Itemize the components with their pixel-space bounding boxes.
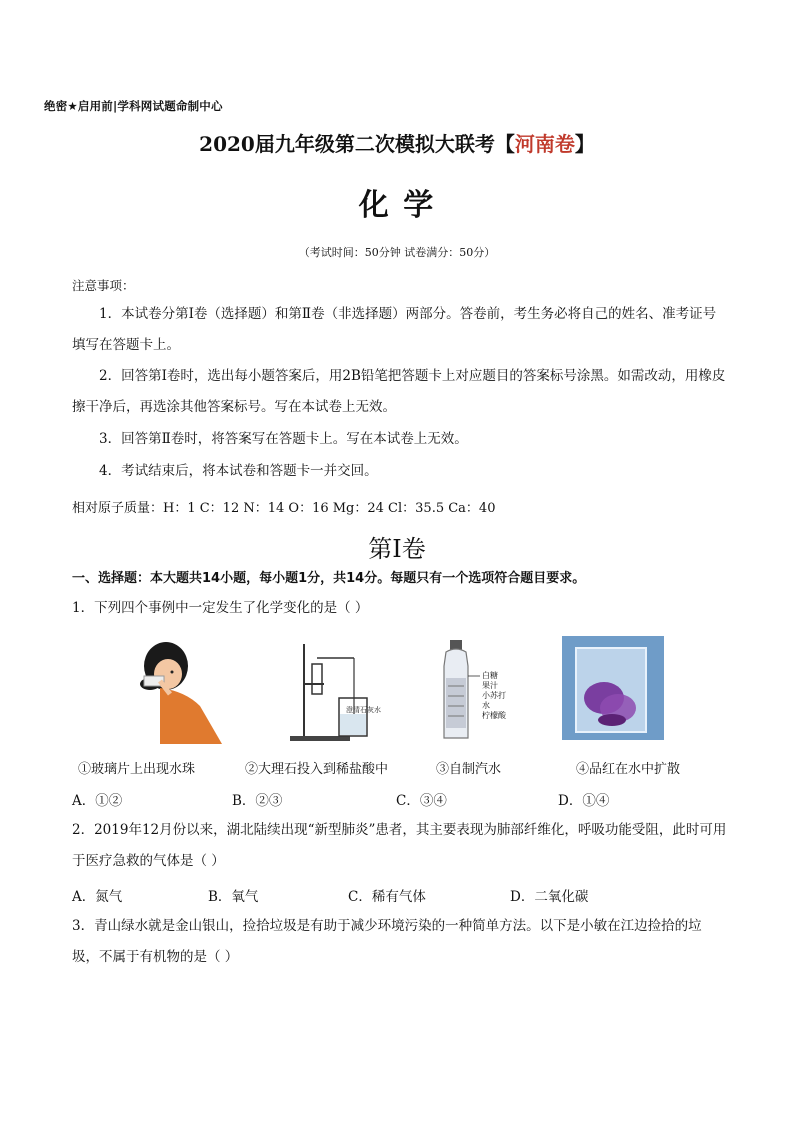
note-item-3: 3．回答第Ⅱ卷时，将答案写在答题卡上。写在本试卷上无效。 [99, 431, 468, 447]
atomic-masses: 相对原子质量：H：1 C：12 N：14 O：16 Mg：24 Cl：35.5 Ca：40 [72, 501, 496, 516]
section-heading: 一、选择题：本大题共14小题，每小题1分，共14分。每题只有一个选项符合题目要求。 [72, 571, 586, 586]
question-1-option-c[interactable]: C．③④ [396, 793, 447, 809]
question-2-option-c[interactable]: C．稀有气体 [348, 889, 426, 905]
question-3-stem: 3．青山绿水就是金山银山，捡拾垃圾是有助于减少环境污染的一种简单方法。以下是小敏在江边捡拾的垃圾，不属于有机物的是（ ） [72, 918, 702, 965]
question-2-options [72, 885, 728, 905]
notes-heading: 注意事项： [72, 278, 135, 293]
exam-title-region: 河南卷 [514, 132, 575, 156]
question-1-stem: 1．下列四个事例中一定发生了化学变化的是（ ） [72, 600, 369, 616]
bottle-label-4: 水 [482, 701, 490, 710]
exam-title [0, 128, 794, 157]
question-1-caption-1: ①玻璃片上出现水珠 [78, 762, 196, 777]
note-item-2: 2．回答第Ⅰ卷时，选出每小题答案后，用2B铅笔把答题卡上对应题目的答案标号涂黑。如需改动，用橡皮擦干净后，再选涂其他答案标号。写在本试卷上无效。 [72, 368, 726, 415]
question-1-option-d[interactable]: D．①④ [558, 793, 610, 809]
exam-title-end: 】 [574, 132, 595, 156]
confidential-label: 绝密★启用前|学科网试题命制中心 [44, 99, 223, 113]
exam-title-main: 2020届九年级第二次模拟大联考【 [199, 132, 515, 156]
bottle-label-5: 柠檬酸 [482, 711, 506, 720]
question-1-caption-2: ②大理石投入到稀盐酸中 [245, 762, 389, 777]
question-2-stem: 2．2019年12月份以来，湖北陆续出现“新型肺炎”患者，其主要表现为肺部纤维化，呼吸功能受阻，此时可用于医疗急救的气体是（ ） [72, 822, 727, 869]
question-1-caption-3: ③自制汽水 [436, 762, 502, 777]
exam-info: （考试时间：50分钟 试卷满分：50分） [298, 246, 496, 259]
note-item-4: 4．考试结束后，将本试卷和答题卡一并交回。 [99, 463, 378, 479]
note-item-1: 1．本试卷分第Ⅰ卷（选择题）和第Ⅱ卷（非选择题）两部分。答卷前，考生务必将自己的姓名、准考证号填写在答题卡上。 [72, 306, 717, 353]
volume-title: 第Ⅰ卷 [368, 535, 426, 563]
bottle-label-3: 小苏打 [482, 691, 506, 700]
question-2-option-b[interactable]: B．氧气 [208, 889, 259, 905]
subject-title: 化 学 [358, 188, 436, 223]
dye-beaker-image [562, 636, 664, 740]
question-1-caption-4: ④品红在水中扩散 [576, 762, 681, 777]
question-1-options [72, 789, 728, 809]
question-1-option-a[interactable]: A．①② [72, 793, 123, 809]
beaker-label-text: 澄清石灰水 [346, 706, 381, 714]
question-2-option-d[interactable]: D．二氧化碳 [510, 889, 589, 905]
question-2-option-a[interactable]: A．氮气 [72, 889, 123, 905]
bottle-label-2: 果汁 [482, 681, 498, 690]
question-1-option-b[interactable]: B．②③ [232, 793, 283, 809]
bottle-label-1: 白糖 [482, 671, 498, 680]
lab-apparatus-image [284, 636, 394, 746]
girl-breathing-image [130, 636, 240, 746]
soda-bottle-image [436, 636, 546, 746]
